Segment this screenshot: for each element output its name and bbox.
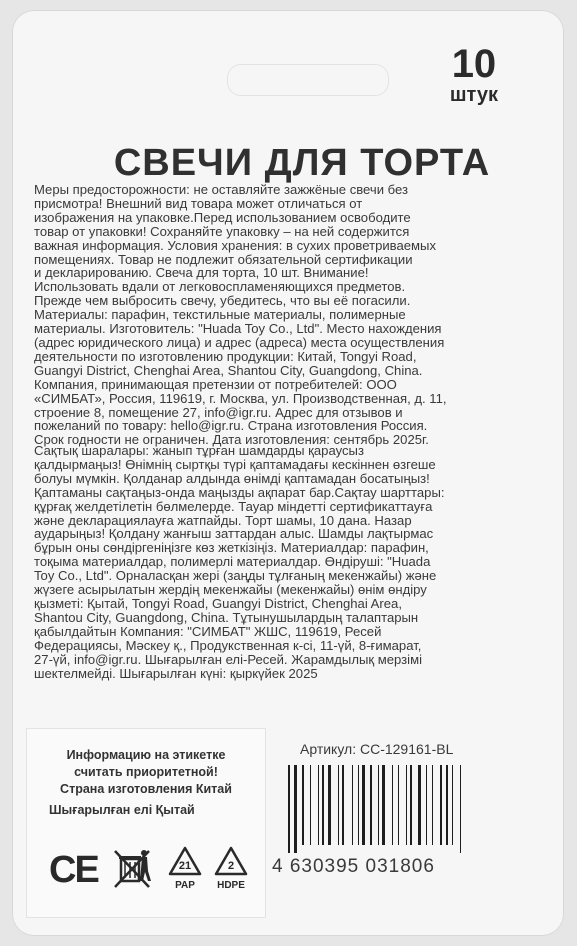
barcode-bar: [406, 765, 407, 845]
count-unit: штук: [449, 84, 498, 106]
country-kz-text: Шығарылған елі Қытай: [49, 803, 195, 817]
barcode-bar: [318, 765, 319, 845]
barcode-bar: [342, 765, 344, 845]
priority-text: Информацию на этикетке считать приоритетной! Страна изготовления Китай: [60, 748, 232, 796]
hang-slot: [227, 64, 389, 96]
description-kz: Сақтық шаралары: жанып тұрған шамдарды қараусыз қалдырмаңыз! Өнімнің сыртқы түрі қаптамадағы кескіннен өзгеше болуы мүмкін. Қолданар алдында өнімді қаптамадан босатыңыз! Қаптаманы сақтаңыз-онда маңызды ақпарат бар.Сақтау шарттары: құрғақ желдетілетін бөлмелерде. Тауар міндетті сертификаттауға және декларациялауға жатпайды. Торт шамы, 10 дана. Назар аударыңыз! Қолдану жанғыш заттардан алыс. Шамды лақтырмас бұрын оны сөндіргеніңізге көз жеткізіңіз. Материалдар: парафин, тоқыма материалдар, полимерлі материалдар. Өндіруші: "Huada Toy Co., Ltd". Орналасқан жері (заңды тұлғаның мекенжайы) және жүзеге асырылатын жердің мекенжайы (мекенжайы) өнім өндіру қызметі: Қытай, Tongyi Road, Guangyi District, Chenghai Area, Shantou City, Guangdong, China. Тұтынушылардың талаптарын қабылдайтын Компания: "СИМБАТ" ЖШС, 119619, Ресей Федерациясы, Мәскеу қ., Продукственная к-сі, 11-үй, 8-ғимарат, 27-үй, info@igr.ru. Шығарылған елі-Ресей. Жарамдылық мерзімі шектелмейді. Шығарылған күні: қыркүйек 2025: [34, 443, 445, 681]
count-badge: [450, 44, 498, 106]
barcode-icon: [286, 765, 526, 857]
barcode-bar: [426, 765, 427, 845]
barcode-bar: [418, 765, 421, 845]
product-title: СВЕЧИ ДЛЯ ТОРТА: [113, 142, 491, 184]
barcode-bar: [288, 765, 290, 853]
barcode-bar: [358, 765, 359, 845]
barcode-bar: [328, 765, 331, 845]
article-number: Артикул: СС-129161-BL: [300, 741, 454, 757]
barcode-bar: [398, 765, 399, 845]
description-ru: Меры предосторожности: не оставляйте зажжёные свечи без присмотра! Внешний вид товара может отличаться от изображения на упаковке.Перед использованием освободите товар от упаковки! Сохраняйте упаковку – на ней содержится важная информация. Условия хранения: в сухих проветриваемых помещениях. Товар не подлежит обязательной сертификации и декларированию. Свеча для торта, 10 шт. Внимание! Использовать вдали от легковоспламеняющихся предметов. Прежде чем выбросить свечу, убедитесь, что вы её погасили. Материалы: парафин, текстильные материалы, полимерные материалы. Изготовитель: "Huada Toy Co., Ltd". Место нахождения (адрес юридического лица) и адрес (адреса) места осуществления деятельности по изготовлению продукции: Китай, Tongyi Road, Guangyi District, Chenghai Area, Shantou City, Guangdong, China. Компания, принимающая претензии от потребителей: ООО «СИМБАТ», Россия, 119619, г. Москва, ул. Производственная, д. 11, строение 8, помещение 27, info@igr.ru. Адрес для отзывов и пожеланий по товару: hello@igr.ru. Страна изготовления Россия. Срок годности не ограничен. Дата изготовления: сентябрь 2025г.: [34, 182, 447, 448]
recycle-1-number: 21: [178, 860, 192, 872]
recycle-2-code: HDPE: [217, 880, 245, 891]
barcode-bar: [432, 765, 433, 845]
certification-icons: [49, 841, 259, 901]
barcode-bar: [446, 765, 448, 845]
barcode-bar: [370, 765, 372, 845]
barcode-bar: [322, 765, 324, 845]
recycle-2-number: 2: [227, 860, 235, 872]
recycle-triangle-icon: [167, 845, 203, 877]
barcode-bar: [294, 765, 297, 853]
barcode-bar: [310, 765, 311, 845]
priority-label: [26, 728, 266, 918]
count-number: 10: [451, 42, 497, 86]
barcode-bar: [352, 765, 353, 845]
barcode-bar: [460, 765, 461, 853]
barcode-bar: [382, 765, 385, 845]
barcode-bar: [302, 765, 304, 845]
recycle-hdpe: [213, 845, 249, 891]
barcode-number: 4 630395 031806: [272, 856, 435, 877]
barcode-bar: [410, 765, 412, 845]
barcode-bar: [378, 765, 379, 845]
recycle-triangle-icon: [213, 845, 249, 877]
ce-mark-icon: CE: [49, 849, 98, 891]
barcode-bar: [362, 765, 365, 845]
recycle-pap: [167, 845, 203, 891]
barcode-bar: [392, 765, 393, 845]
barcode-bar: [452, 765, 453, 845]
barcode-bar: [338, 765, 339, 845]
crossed-out-bin-icon: [113, 847, 153, 891]
recycle-1-code: PAP: [175, 880, 195, 891]
barcode-bar: [440, 765, 442, 845]
